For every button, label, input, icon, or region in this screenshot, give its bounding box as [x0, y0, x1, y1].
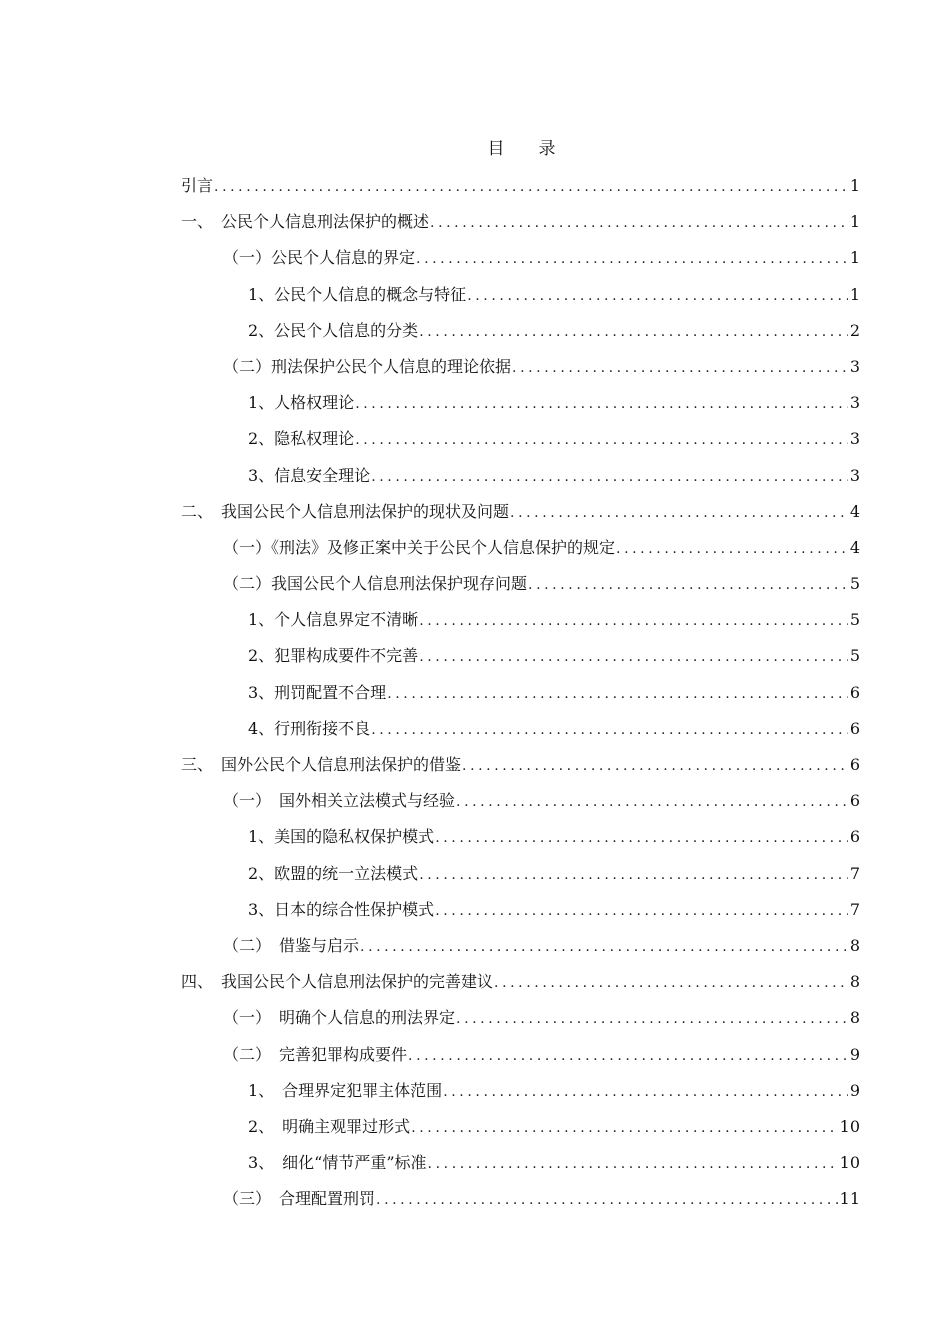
toc-page-number: 6	[849, 791, 860, 811]
toc-entry[interactable]	[181, 499, 860, 535]
toc-entry[interactable]	[181, 245, 860, 281]
toc-page-number: 3	[849, 465, 860, 485]
toc-entry[interactable]	[181, 1186, 860, 1222]
toc-page-number: 10	[839, 1153, 860, 1173]
toc-entry-text: 4、行刑衔接不良	[248, 718, 371, 738]
toc-entry[interactable]	[181, 1078, 860, 1114]
dot-leader	[419, 862, 848, 888]
table-of-contents	[181, 173, 860, 1222]
dot-leader	[360, 934, 848, 960]
dot-leader	[428, 1151, 838, 1177]
toc-entry-text: 2、犯罪构成要件不完善	[248, 646, 419, 666]
toc-entry[interactable]	[181, 318, 860, 354]
toc-entry-text: 二、 我国公民个人信息刑法保护的现状及问题	[181, 501, 510, 521]
dot-leader	[371, 717, 848, 743]
dot-leader	[512, 355, 848, 381]
dot-leader	[416, 246, 848, 272]
toc-entry[interactable]	[181, 173, 860, 209]
toc-entry-text: 引言	[181, 176, 214, 195]
dot-leader	[387, 681, 848, 707]
dot-leader	[408, 1043, 848, 1069]
toc-entry[interactable]	[181, 1114, 860, 1150]
toc-entry[interactable]	[181, 680, 860, 716]
toc-entry[interactable]	[181, 1005, 860, 1041]
toc-entry-text: 1、 合理界定犯罪主体范围	[248, 1080, 443, 1100]
toc-entry-text: 3、日本的综合性保护模式	[248, 899, 435, 919]
toc-entry[interactable]	[181, 571, 860, 607]
toc-page-number: 6	[849, 718, 860, 738]
toc-entry-text: 3、 细化“情节严重”标准	[248, 1153, 427, 1173]
toc-page-number: 3	[849, 393, 860, 413]
toc-page-number: 5	[849, 646, 860, 666]
dot-leader	[467, 283, 848, 309]
toc-page-number: 6	[849, 682, 860, 702]
dot-leader	[435, 898, 848, 924]
toc-entry-text: （一）公民个人信息的界定	[223, 248, 416, 268]
toc-entry[interactable]	[181, 390, 860, 426]
toc-page-number: 5	[849, 574, 860, 594]
toc-page-number: 1	[849, 212, 860, 232]
dot-leader	[435, 825, 848, 851]
toc-entry-text: 1、人格权理论	[248, 393, 355, 413]
dot-leader	[355, 391, 848, 417]
toc-entry[interactable]	[181, 1042, 860, 1078]
toc-entry-text: 四、 我国公民个人信息刑法保护的完善建议	[181, 972, 494, 992]
toc-page-number: 8	[849, 972, 860, 992]
toc-entry[interactable]	[181, 535, 860, 571]
toc-entry[interactable]	[181, 1150, 860, 1186]
toc-page-number: 9	[849, 1044, 860, 1064]
dot-leader	[456, 789, 848, 815]
toc-page-number: 7	[849, 899, 860, 919]
dot-leader	[376, 1187, 838, 1213]
toc-entry[interactable]	[181, 463, 860, 499]
toc-entry-text: （一） 明确个人信息的刑法界定	[223, 1008, 456, 1028]
toc-entry[interactable]	[181, 824, 860, 860]
toc-page-number: 10	[839, 1116, 860, 1136]
toc-page-number: 2	[849, 320, 860, 340]
toc-entry[interactable]	[181, 607, 860, 643]
toc-entry[interactable]	[181, 354, 860, 390]
toc-entry-text: （二） 完善犯罪构成要件	[223, 1044, 408, 1064]
toc-entry-text: 3、信息安全理论	[248, 465, 371, 485]
toc-page-number: 3	[849, 356, 860, 376]
toc-entry[interactable]	[181, 788, 860, 824]
dot-leader	[419, 319, 848, 345]
dot-leader	[419, 608, 848, 634]
dot-leader	[411, 1115, 837, 1141]
toc-page-number: 1	[849, 176, 860, 195]
dot-leader	[419, 644, 848, 670]
toc-entry-text: 2、 明确主观罪过形式	[248, 1116, 411, 1136]
toc-entry-text: 1、公民个人信息的概念与特征	[248, 284, 467, 304]
toc-entry-text: 三、 国外公民个人信息刑法保护的借鉴	[181, 755, 462, 774]
toc-entry-text: 2、欧盟的统一立法模式	[248, 863, 419, 883]
dot-leader	[371, 464, 848, 490]
toc-entry[interactable]	[181, 716, 860, 752]
toc-entry-text: （二） 借鉴与启示	[223, 935, 360, 955]
dot-leader	[510, 500, 848, 526]
toc-title: 目 录	[487, 139, 556, 159]
toc-entry[interactable]	[181, 897, 860, 933]
dot-leader	[494, 970, 848, 996]
toc-entry-text: 2、公民个人信息的分类	[248, 320, 419, 340]
dot-leader	[355, 427, 848, 453]
toc-entry[interactable]	[181, 282, 860, 318]
toc-page-number: 6	[849, 755, 860, 774]
toc-page-number: 11	[839, 1189, 860, 1209]
toc-entry-text: 3、刑罚配置不合理	[248, 682, 387, 702]
toc-page-number: 8	[849, 1008, 860, 1028]
toc-entry-text: （一） 国外相关立法模式与经验	[223, 791, 456, 811]
dot-leader	[430, 210, 848, 236]
toc-page-number: 9	[849, 1080, 860, 1100]
toc-entry[interactable]	[181, 933, 860, 969]
toc-entry[interactable]	[181, 209, 860, 245]
toc-entry-text: （三） 合理配置刑罚	[223, 1189, 376, 1209]
toc-entry-text: （一）《刑法》及修正案中关于公民个人信息保护的规定	[223, 537, 616, 557]
toc-entry[interactable]	[181, 752, 860, 788]
toc-page-number: 5	[849, 610, 860, 630]
toc-page-number: 4	[849, 501, 860, 521]
toc-page-number: 4	[849, 537, 860, 557]
toc-entry[interactable]	[181, 426, 860, 462]
toc-entry[interactable]	[181, 643, 860, 679]
dot-leader	[443, 1079, 848, 1105]
toc-entry-text: 1、美国的隐私权保护模式	[248, 827, 435, 847]
toc-entry-text: 一、 公民个人信息刑法保护的概述	[181, 212, 430, 232]
toc-entry[interactable]	[181, 969, 860, 1005]
toc-page-number: 8	[849, 935, 860, 955]
dot-leader	[616, 536, 848, 562]
toc-entry-text: 2、隐私权理论	[248, 429, 355, 449]
toc-entry-text: （二）刑法保护公民个人信息的理论依据	[223, 356, 512, 376]
dot-leader	[462, 753, 848, 779]
toc-entry[interactable]	[181, 861, 860, 897]
dot-leader	[214, 174, 848, 200]
dot-leader	[528, 572, 848, 598]
toc-page-number: 1	[849, 248, 860, 268]
toc-page-number: 3	[849, 429, 860, 449]
toc-page-number: 7	[849, 863, 860, 883]
dot-leader	[456, 1006, 848, 1032]
toc-entry-text: 1、个人信息界定不清晰	[248, 610, 419, 630]
toc-entry-text: （二）我国公民个人信息刑法保护现存问题	[223, 574, 528, 594]
toc-page-number: 6	[849, 827, 860, 847]
toc-page-number: 1	[849, 284, 860, 304]
